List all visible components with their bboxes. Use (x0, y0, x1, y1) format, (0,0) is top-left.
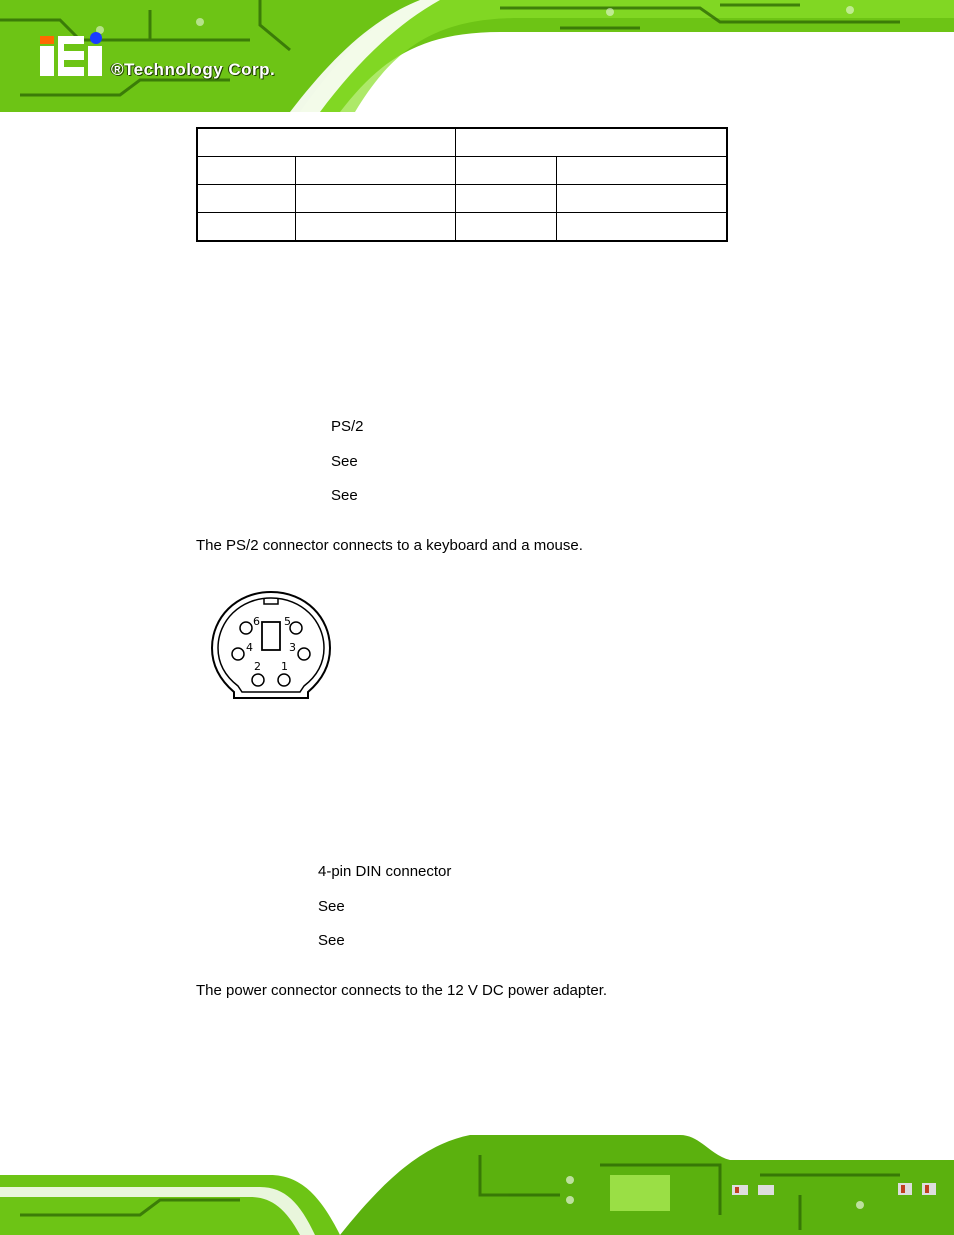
table-cell (296, 213, 456, 242)
pin-label: 3 (289, 641, 296, 654)
table-cell (197, 213, 296, 242)
pin-6 (240, 622, 252, 634)
table-row (197, 185, 727, 213)
table-cell (557, 157, 728, 185)
table-header-cell (456, 128, 728, 157)
table-row (197, 213, 727, 242)
table-cell (296, 157, 456, 185)
circuit-board-footer (0, 1125, 954, 1235)
table-header-row (197, 128, 727, 157)
pin-label: 2 (254, 660, 261, 673)
pin-3 (298, 648, 310, 660)
circuit-board-banner (0, 0, 954, 112)
pinout-table (196, 127, 728, 242)
table-cell (197, 185, 296, 213)
table-cell (557, 213, 728, 242)
pin-label: 4 (246, 641, 253, 654)
table-cell (557, 185, 728, 213)
ps2-type-value: PS/2 (331, 418, 364, 435)
table-header-cell (197, 128, 456, 157)
connector-key (262, 622, 280, 650)
pin-label: 6 (253, 615, 260, 628)
power-description: The power connector connects to the 12 V DC power adapter. (196, 982, 608, 999)
ps2-location-value: See (331, 453, 358, 470)
table-cell (296, 185, 456, 213)
pin-2 (252, 674, 264, 686)
logo-orange-square (40, 36, 54, 44)
pin-4 (232, 648, 244, 660)
table-row (197, 157, 727, 185)
logo-blue-dot (90, 32, 102, 44)
table-cell (197, 157, 296, 185)
table-cell (456, 157, 557, 185)
power-location-value: See (318, 898, 345, 915)
table-cell (456, 185, 557, 213)
pin-label: 1 (281, 660, 288, 673)
ps2-pinouts-value: See (331, 487, 358, 504)
pin-5 (290, 622, 302, 634)
pin-1 (278, 674, 290, 686)
power-type-value: 4-pin DIN connector (318, 863, 452, 880)
pin-label: 5 (284, 615, 291, 628)
ps2-connector-diagram (206, 588, 336, 710)
page-header (0, 0, 954, 112)
company-name: ®Technology Corp. (111, 60, 276, 79)
table-cell (456, 213, 557, 242)
page-footer (0, 1125, 954, 1235)
ps2-description: The PS/2 connector connects to a keyboard and a mouse. (196, 537, 583, 554)
power-pinouts-value: See (318, 932, 345, 949)
